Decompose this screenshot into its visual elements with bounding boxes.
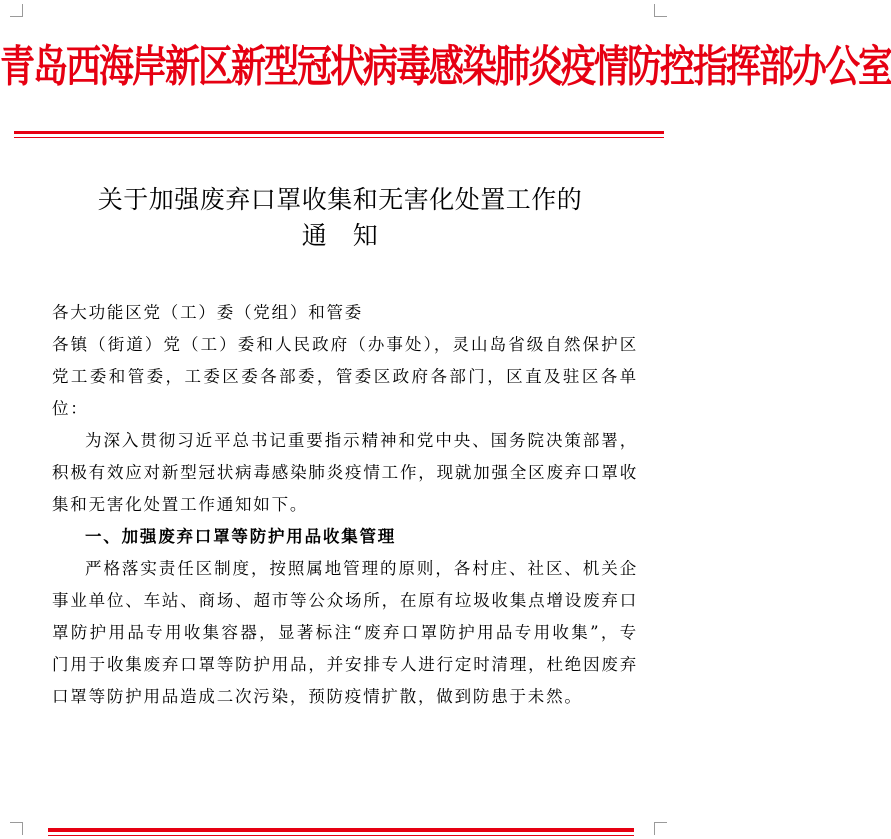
issuer-header: 青岛西海岸新区新型冠状病毒感染肺炎疫情防控指挥部办公室 [0,42,891,93]
addressee-line-1: 各大功能区党（工）委（党组）和管委 [52,303,364,322]
crop-mark-bottom-left [10,822,23,835]
crop-mark-top-left [10,4,23,17]
header-red-rule [14,131,664,134]
intro-paragraph: 为深入贯彻习近平总书记重要指示精神和党中央、国务院决策部署，积极有效应对新型冠状病毒感染肺炎疫情工作，现就加强全区废弃口罩收集和无害化处置工作通知如下。 [52,431,638,514]
addressee-line-2: 各镇（街道）党（工）委和人民政府（办事处），灵山岛省级自然保护区党工委和管委，工委区委各部委，管委区政府各部门，区直及驻区各单位： [52,335,638,418]
section-1-paragraph: 严格落实责任区制度，按照属地管理的原则，各村庄、社区、机关企事业单位、车站、商场、超市等公众场所，在原有垃圾收集点增设废弃口罩防护用品专用收集容器，显著标注“废弃口罩防护用品专用收集”，专门用于收集废弃口罩等防护用品，并安排专人进行定时清理，杜绝因废弃口罩等防护用品造成二次污染，预防疫情扩散，做到防患于未然。 [52,559,638,706]
footer-red-rule-thin [48,835,634,836]
document-title-line-1: 关于加强废弃口罩收集和无害化处置工作的 [97,185,583,214]
crop-mark-bottom-right [654,822,667,835]
document-title-line-2: 通 知 [301,221,379,250]
footer-red-rule [48,828,634,832]
document-title [30,182,650,254]
document-body [52,297,638,713]
header-red-rule-thin [14,137,664,138]
crop-mark-top-right [654,4,667,17]
section-1-heading: 一、加强废弃口罩等防护用品收集管理 [85,527,397,546]
